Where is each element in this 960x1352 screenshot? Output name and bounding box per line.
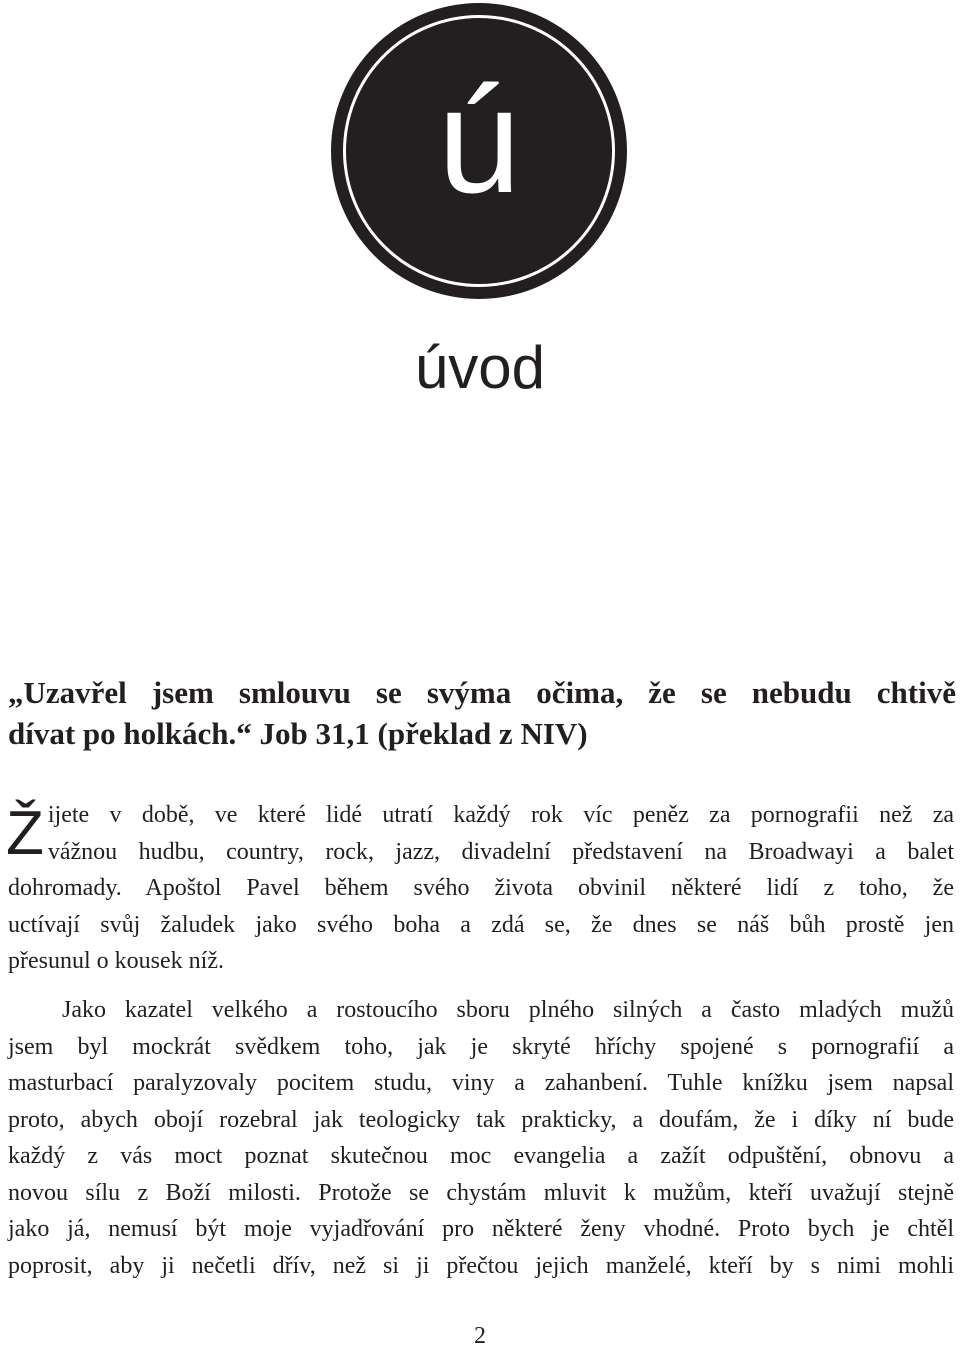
paragraph-line: proto, abych obojí rozebral jak teologicky tak prakticky, a doufám, že i díky ní bude (8, 1106, 954, 1133)
paragraph-line: jako já, nemusí být moje vyjadřování pro některé ženy vhodné. Proto bych je chtěl (8, 1216, 954, 1242)
paragraph-line: vážnou hudbu, country, rock, jazz, divadelní představení na Broadwayi a balet (47, 838, 954, 865)
paragraph-line: přesunul o kousek níž. (8, 948, 224, 974)
epigraph (8, 672, 956, 754)
page-number: 2 (474, 1323, 486, 1349)
paragraph-line: jsem byl mockrát svědkem toho, jak je skryté hříchy spojené s pornografií a (8, 1033, 954, 1060)
paragraph-line: Jako kazatel velkého a rostoucího sboru plného silných a často mladých mužů (62, 997, 954, 1023)
paragraph-line: ijete v době, ve které lidé utratí každý rok víc peněz za pornografii než za (47, 802, 954, 828)
chapter-title: úvod (414, 334, 546, 401)
chapter-badge (331, 3, 627, 299)
paragraph-preacher (8, 992, 954, 1284)
epigraph-line: „Uzavřel jsem smlouvu se svýma očima, že se nebudu chtivě (8, 675, 956, 710)
drop-cap: Ž (6, 799, 44, 868)
paragraph-line: novou sílu z Boží milosti. Protože se chystám mluvit k mužům, kteří uvažují stejně (8, 1179, 954, 1206)
paragraph-line: uctívají svůj žaludek jako svého boha a zdá se, že dnes se náš bůh prostě jen (8, 911, 954, 938)
epigraph-line: dívat po holkách.“ Job 31,1 (překlad z NIV) (8, 716, 588, 751)
badge-letter: ú (437, 56, 521, 224)
paragraph-line: poprosit, aby ji nečetli dřív, než si ji přečtou jejich manželé, kteří by s nimi mohli (8, 1252, 954, 1279)
paragraph-line: masturbací paralyzovaly pocitem studu, viny a zahanbení. Tuhle knížku jsem napsal (8, 1070, 954, 1096)
paragraph-line: dohromady. Apoštol Pavel během svého života obvinil některé lidí z toho, že (8, 875, 954, 901)
paragraph-line: každý z vás moct poznat skutečnou moc evangelia a zažít odpuštění, obnovu a (8, 1143, 954, 1169)
paragraph-intro (8, 797, 954, 980)
